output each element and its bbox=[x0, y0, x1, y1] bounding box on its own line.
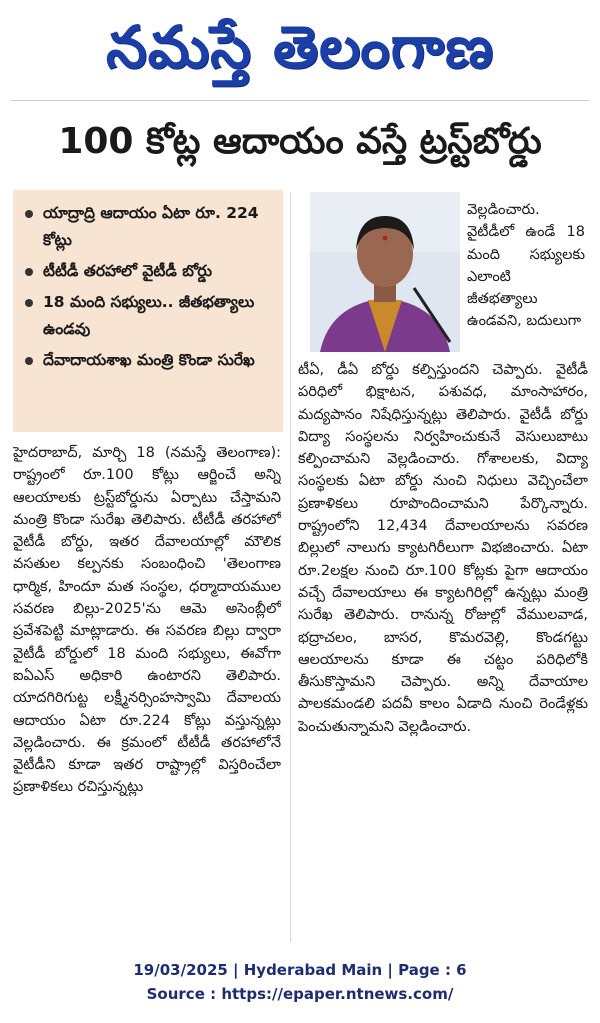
masthead-title: నమస్తే తెలంగాణ bbox=[106, 13, 494, 81]
footer bbox=[0, 958, 600, 1006]
article-column-right-top: వెల్లడించారు. వైటీడీలో ఉండే 18 మంది సభ్యులకు ఎలాంటి జీతభత్యాలు ఉండవని, బదులుగా bbox=[467, 202, 585, 330]
source-link[interactable]: Source : https://epaper.ntnews.com/ bbox=[146, 985, 454, 1003]
highlight-item: 18 మంది సభ్యులు.. జీతభత్యాలు ఉండవు bbox=[21, 289, 277, 343]
highlights-box bbox=[13, 190, 283, 432]
bullet-icon bbox=[25, 299, 33, 307]
bullet-icon bbox=[25, 268, 33, 276]
masthead-divider bbox=[10, 100, 590, 101]
column-divider bbox=[290, 192, 291, 942]
article-headline: 100 కోట్ల ఆదాయం వస్తే ట్రస్ట్‌బోర్డు bbox=[58, 121, 542, 162]
article-column-right: టీఏ, డీఏ బోర్డు కల్పిస్తుందని చెప్పారు. వైటీడీ పరిధిలో భిక్షాటన, పశువధ, మాంసాహారం, మద్యపానం నిషేధిస్తున్నట్లు తెలిపారు. వైటీడీ బోర్డు విద్యా సంస్థలను నిర్వహించుకునే వెసులుబాటు కల్పించామని వెల్లడించారు. గోశాలలకు, విద్యా సంస్థలకు ఏటా బోర్డు నుంచి నిధులు వెచ్చించేలా ప్రణాళికలు రూపొందించామని పేర్కొన్నారు. రాష్ట్రంలోని 12,434 దేవాలయాలను సవరణ బిల్లులో నాలుగు క్యాటగిరీలుగా విభజించారు. ఏటా రూ.2లక్షల నుంచి రూ.100 కోట్లకు పైగా ఆదాయం వచ్చే దేవాలయాలు ఈ క్యాటగిరిల్లో ఉన్నట్లు మంత్రి సురేఖ తెలిపారు. రానున్న రోజుల్లో వేములవాడ, భద్రాచలం, బాసర, కొమరవెల్లి, కొండగట్టు ఆలయాలను కూడా ఈ చట్టం పరిధిలోకి తీసుకొస్తామని చెప్పారు. అన్ని దేవాయాల పాలకమండలి పదవీ కాలం ఏడాది నుంచి రెండేళ్లకు పెంచుతున్నామని వెల్లడించారు. bbox=[298, 362, 588, 735]
highlight-item: టీటీడీ తరహాలో వైటీడీ బోర్డు bbox=[21, 258, 277, 285]
bullet-icon bbox=[25, 357, 33, 365]
highlight-item: దేవాదాయశాఖ మంత్రి కొండా సురేఖ bbox=[21, 347, 277, 374]
bullet-icon bbox=[25, 210, 33, 218]
edition-info: 19/03/2025 | Hyderabad Main | Page : 6 bbox=[133, 961, 467, 979]
minister-photo bbox=[310, 192, 460, 352]
article-column-left: హైదరాబాద్, మార్చి 18 (నమస్తే తెలంగాణ): రాష్ట్రంలో రూ.100 కోట్లు ఆర్జించే అన్ని ఆలయాలకు ట్రస్ట్‌బోర్డును ఏర్పాటు చేస్తామని మంత్రి కొండా సురేఖ తెలిపారు. టీటీడీ తరహాలో వైటీడీ బోర్డు, ఇతర దేవాలయాల్లో మౌలిక వసతుల కల్పనకు సంబంధించి 'తెలంగాణ ధార్మిక, హిందూ మత సంస్థల, ధర్మాదాయముల సవరణ బిల్లు-2025'ను ఆమె అసెంబ్లీలో ప్రవేశపెట్టి మాట్లాడారు. ఈ సవరణ బిల్లు ద్వారా వైటీడీ బోర్డులో 18 మంది సభ్యులు, ఈవోగా ఐఏఎస్ అధికారి ఉంటారని తెలిపారు. యాదగిరిగుట్ట లక్ష్మీనర్సింహస్వామి దేవాలయ ఆదాయం ఏటా రూ.224 కోట్లు వస్తున్నట్లు వెల్లడించారు. ఈ క్రమంలో టీటీడీ తరహాలోనే వైటీడీని కూడా ఇతర రాష్ట్రాల్లో విస్తరించేలా ప్రణాళికలు రచిస్తున్నట్లు bbox=[13, 445, 281, 796]
highlights-list bbox=[13, 190, 283, 374]
minister-portrait-icon bbox=[310, 192, 460, 352]
masthead bbox=[0, 0, 600, 95]
highlight-item: యాద్రాద్రి ఆదాయం ఏటా రూ. 224 కోట్లు bbox=[21, 200, 277, 254]
